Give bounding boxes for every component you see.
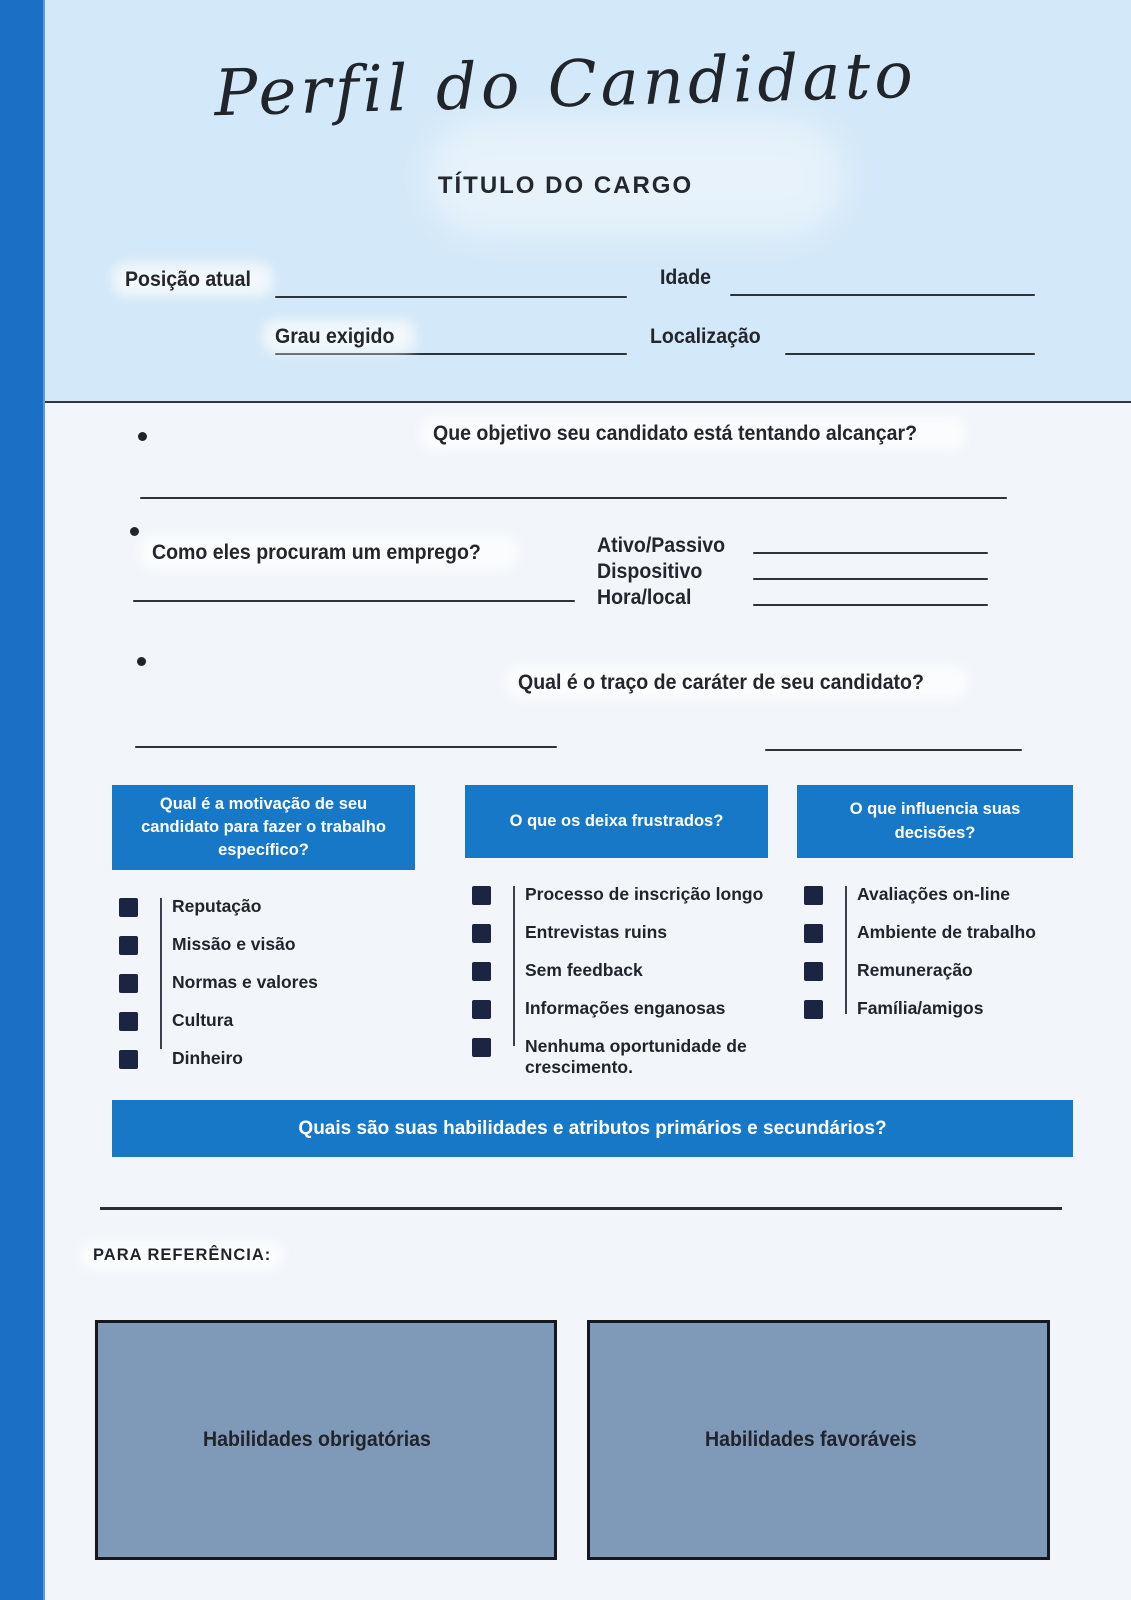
motivation-column bbox=[112, 785, 415, 1086]
checkbox[interactable] bbox=[119, 936, 138, 955]
field-line-required-degree[interactable] bbox=[275, 353, 627, 355]
answer-line-myers-briggs[interactable] bbox=[765, 749, 1022, 751]
checkbox-item bbox=[112, 896, 415, 918]
list-divider bbox=[845, 886, 847, 1014]
checkbox[interactable] bbox=[472, 924, 491, 943]
checkbox[interactable] bbox=[472, 886, 491, 905]
question-job-search: Como eles procuram um emprego? bbox=[152, 541, 506, 564]
checkbox-item-label: Reputação bbox=[172, 896, 262, 917]
required-skills-box-label: Habilidades obrigatórias bbox=[203, 1428, 432, 1451]
checkbox-list-frustration bbox=[465, 884, 768, 1079]
checkbox[interactable] bbox=[804, 924, 823, 943]
checkbox-item-label: Nenhuma oportunidade de crescimento. bbox=[525, 1035, 747, 1078]
checkbox[interactable] bbox=[804, 962, 823, 981]
answer-line-job-search[interactable] bbox=[133, 600, 575, 602]
checkbox[interactable] bbox=[804, 1000, 823, 1019]
checkbox-item-label: Ambiente de trabalho bbox=[857, 921, 1036, 942]
favorable-skills-box-label: Habilidades favoráveis bbox=[704, 1428, 917, 1451]
checkbox-item-label: Entrevistas ruins bbox=[525, 921, 667, 942]
required-skills-box[interactable] bbox=[95, 1320, 557, 1560]
checkbox[interactable] bbox=[119, 1012, 138, 1031]
checkbox-item-label: Processo de inscrição longo bbox=[525, 884, 764, 904]
checkbox-item bbox=[797, 960, 1073, 982]
field-label-active-passive: Ativo/Passivo bbox=[597, 534, 726, 557]
answer-line-goal[interactable] bbox=[140, 497, 1007, 499]
checkbox-item bbox=[112, 1010, 415, 1032]
checkbox-item bbox=[797, 922, 1073, 944]
column-header-frustration: O que os deixa frustrados? bbox=[465, 785, 768, 858]
field-label-age: Idade bbox=[660, 266, 712, 289]
field-line-time-place[interactable] bbox=[753, 604, 988, 606]
checkbox-item bbox=[112, 1048, 415, 1070]
field-label-time-place: Hora/local bbox=[597, 586, 692, 609]
page-title: Perfil do Candidato bbox=[213, 38, 918, 132]
checkbox[interactable] bbox=[119, 1050, 138, 1069]
checkbox-item-label: Sem feedback bbox=[525, 959, 643, 980]
field-line-age[interactable] bbox=[730, 294, 1035, 296]
checkbox[interactable] bbox=[472, 1038, 491, 1057]
field-line-location[interactable] bbox=[785, 353, 1035, 355]
section-divider-line[interactable] bbox=[100, 1207, 1062, 1210]
column-header-motivation: Qual é a motivação de seu candidato para fazer o trabalho específico? bbox=[112, 785, 415, 870]
favorable-skills-box[interactable] bbox=[587, 1320, 1050, 1560]
checkbox-item bbox=[797, 998, 1073, 1020]
checkbox-item bbox=[112, 972, 415, 994]
checkbox-item-label: Missão e visão bbox=[172, 934, 296, 955]
field-label-required-degree: Grau exigido bbox=[275, 325, 403, 348]
list-divider bbox=[160, 898, 162, 1049]
reference-label: PARA REFERÊNCIA: bbox=[93, 1246, 272, 1264]
decision-column bbox=[797, 785, 1073, 1036]
checkbox-item-label: Dinheiro bbox=[172, 1047, 243, 1068]
checkbox-item bbox=[465, 1036, 768, 1080]
checkbox-item-label: Remuneração bbox=[857, 959, 973, 980]
frustration-column bbox=[465, 785, 768, 1095]
checkbox-item-label: Informações enganosas bbox=[525, 997, 726, 1018]
checkbox-item bbox=[112, 934, 415, 956]
question-goal: Que objetivo seu candidato está tentando alcançar? bbox=[433, 422, 953, 445]
bullet-icon bbox=[137, 657, 146, 666]
list-divider bbox=[513, 886, 515, 1046]
checkbox[interactable] bbox=[804, 886, 823, 905]
field-line-active-passive[interactable] bbox=[753, 552, 988, 554]
bullet-icon bbox=[130, 527, 139, 536]
checkbox-item-label: Avaliações on-line bbox=[857, 884, 1011, 904]
left-accent-stripe bbox=[0, 0, 45, 1600]
field-line-device[interactable] bbox=[753, 578, 988, 580]
checkbox-item-label: Cultura bbox=[172, 1009, 234, 1030]
job-title-heading: TÍTULO DO CARGO bbox=[437, 172, 694, 199]
checkbox-item bbox=[465, 998, 768, 1020]
checkbox[interactable] bbox=[119, 974, 138, 993]
field-line-current-position[interactable] bbox=[275, 296, 627, 298]
field-label-location: Localização bbox=[650, 325, 761, 348]
field-label-current-position: Posição atual bbox=[125, 268, 260, 291]
checkbox-item bbox=[465, 884, 768, 906]
answer-line-character[interactable] bbox=[135, 746, 557, 748]
checkbox-list-motivation bbox=[112, 896, 415, 1069]
checkbox[interactable] bbox=[472, 1000, 491, 1019]
question-character: Qual é o traço de caráter de seu candidato? bbox=[518, 671, 954, 694]
checkbox-item bbox=[797, 884, 1073, 906]
checkbox-item bbox=[465, 922, 768, 944]
checkbox-list-decision bbox=[797, 884, 1073, 1020]
column-header-decision: O que influencia suas decisões? bbox=[797, 785, 1073, 858]
checkbox-item-label: Normas e valores bbox=[172, 972, 318, 993]
checkbox-item-label: Família/amigos bbox=[857, 997, 984, 1018]
checkbox[interactable] bbox=[472, 962, 491, 981]
skills-banner: Quais são suas habilidades e atributos primários e secundários? bbox=[112, 1100, 1073, 1157]
field-label-device: Dispositivo bbox=[597, 560, 703, 583]
bullet-icon bbox=[138, 432, 147, 441]
checkbox-item bbox=[465, 960, 768, 982]
checkbox[interactable] bbox=[119, 898, 138, 917]
